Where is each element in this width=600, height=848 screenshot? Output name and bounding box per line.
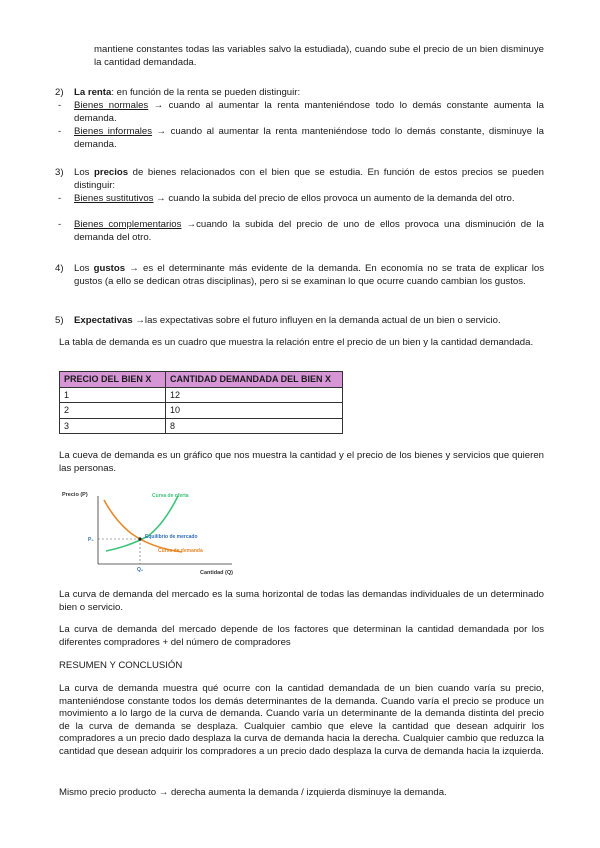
table-cell: 2 — [60, 403, 166, 419]
paragraph-mercado-1: La curva de demanda del mercado es la suma horizontal de todas las demandas individuales de un determinado bien o servicio. — [59, 589, 544, 613]
supply-demand-chart — [60, 486, 290, 580]
sub-item-term: Bienes sustitutivos — [74, 193, 154, 204]
item-text: de bienes relacionados con el bien que se estudia. En función de estos precios se pueden distinguir: — [74, 167, 544, 191]
sub-item-bienes-sustitutivos — [58, 193, 544, 206]
table-header-row — [60, 372, 343, 388]
table-cell: 1 — [60, 387, 166, 403]
sub-item-bienes-informales — [58, 126, 544, 151]
table-row — [60, 418, 343, 434]
paragraph-mercado-2: La curva de demanda del mercado depende de los factores que determinan la cantidad demandada por los diferentes compradores + del número de compradores — [59, 624, 544, 648]
sub-item-term: Bienes complementarios — [74, 219, 182, 230]
intro-continuation: mantiene constantes todas las variables salvo la estudiada), cuando sube el precio de un bien disminuye la cantidad demandada. — [94, 44, 544, 68]
list-item-gustos — [55, 263, 544, 288]
table-header: PRECIO DEL BIEN X — [60, 372, 166, 388]
item-text: →las expectativas sobre el futuro influyen en la demanda actual de un bien o servicio. — [132, 315, 501, 326]
y-axis-label: Precio (P) — [62, 492, 88, 498]
paragraph-final: Mismo precio producto → derecha aumenta la demanda / izquierda disminuye la demanda. — [59, 787, 447, 798]
item-pre: Los — [74, 167, 94, 178]
x-axis-label: Cantidad (Q) — [200, 570, 233, 576]
dash-bullet: - — [58, 126, 62, 137]
table-header: CANTIDAD DEMANDADA DEL BIEN X — [166, 372, 343, 388]
supply-curve-label: Curva de oferta — [152, 493, 189, 499]
item-text: : en función de la renta se pueden distinguir: — [111, 87, 301, 98]
item-number: 5) — [55, 315, 64, 326]
sub-item-bienes-normales — [58, 100, 544, 125]
item-term: precios — [94, 167, 129, 178]
sub-item-term: Bienes informales — [74, 126, 153, 137]
item-term: La renta — [74, 87, 112, 98]
paragraph-tabla-intro: La tabla de demanda es un cuadro que muestra la relación entre el precio de un bien y la cantidad demandada. — [59, 337, 534, 348]
item-pre: Los — [74, 263, 94, 274]
demand-curve — [104, 500, 182, 552]
table-row — [60, 403, 343, 419]
table-cell: 12 — [166, 387, 343, 403]
dash-bullet: - — [58, 193, 62, 204]
item-term: Expectativas — [74, 315, 133, 326]
sub-item-text: → cuando al aumentar la renta manteniéndose todo lo demás constante aumenta la demanda. — [74, 100, 544, 124]
dash-bullet: - — [58, 100, 62, 111]
dash-bullet: - — [58, 219, 62, 230]
sub-item-text: → cuando la subida del precio de ellos provoca un aumento de la demanda del otro. — [153, 193, 515, 204]
table-row — [60, 387, 343, 403]
quantity-tick-label: Q₀ — [137, 567, 144, 573]
item-number: 3) — [55, 167, 64, 178]
item-number: 4) — [55, 263, 64, 274]
section-title-resumen: RESUMEN Y CONCLUSIÓN — [59, 660, 183, 671]
sub-item-text: →cuando la subida del precio de uno de ellos provoca una disminución de la demanda del otro. — [74, 219, 544, 243]
paragraph-curva-intro: La cueva de demanda es un gráfico que nos muestra la cantidad y el precio de los bienes y servicios que quieren las personas. — [59, 450, 544, 474]
sub-item-text: → cuando al aumentar la renta manteniéndose todo lo demás constante, disminuye la demanda. — [74, 126, 544, 150]
paragraph-resumen: La curva de demanda muestra qué ocurre con la cantidad demandada de un bien cuando varía su precio, manteniéndose constante todos los demás determinantes de la demanda. Cuando varía el precio se produce un movimiento a lo largo de la curva de demanda. Cuando varía un determinante de la demanda distinta del precio de la curva de demanda se desplaza. Cualquier cambio que eleve la cantidad que desean adquirir los compradores a un precio dado desplaza la curva de demanda hacia la derecha. Cualquier cambio que reduzca la cantidad que desean adquirir los compradores a un precio dado desplaza la curva de demanda hacia la izquierda. — [59, 683, 544, 757]
table-cell: 3 — [60, 418, 166, 434]
list-item-expectativas — [55, 315, 544, 328]
table-cell: 8 — [166, 418, 343, 434]
sub-item-bienes-complementarios — [58, 219, 544, 244]
table-cell: 10 — [166, 403, 343, 419]
equilibrium-label: Equilibrio de mercado — [145, 534, 198, 540]
item-term: gustos — [93, 263, 126, 274]
list-item-renta — [55, 87, 544, 100]
supply-curve — [106, 496, 178, 551]
price-tick-label: P₀ — [88, 537, 94, 543]
list-item-precios — [55, 167, 544, 192]
sub-item-term: Bienes normales — [74, 100, 149, 111]
equilibrium-point — [138, 537, 141, 540]
item-text: → es el determinante más evidente de la demanda. En economía no se trata de explicar los gustos (a ello se dedican otras disciplinas), pero si se examinan lo que ocurre cuando cambian los gustos. — [74, 263, 544, 287]
demand-curve-label: Curva de demanda — [158, 548, 203, 554]
item-number: 2) — [55, 87, 64, 98]
demand-table — [59, 371, 343, 434]
